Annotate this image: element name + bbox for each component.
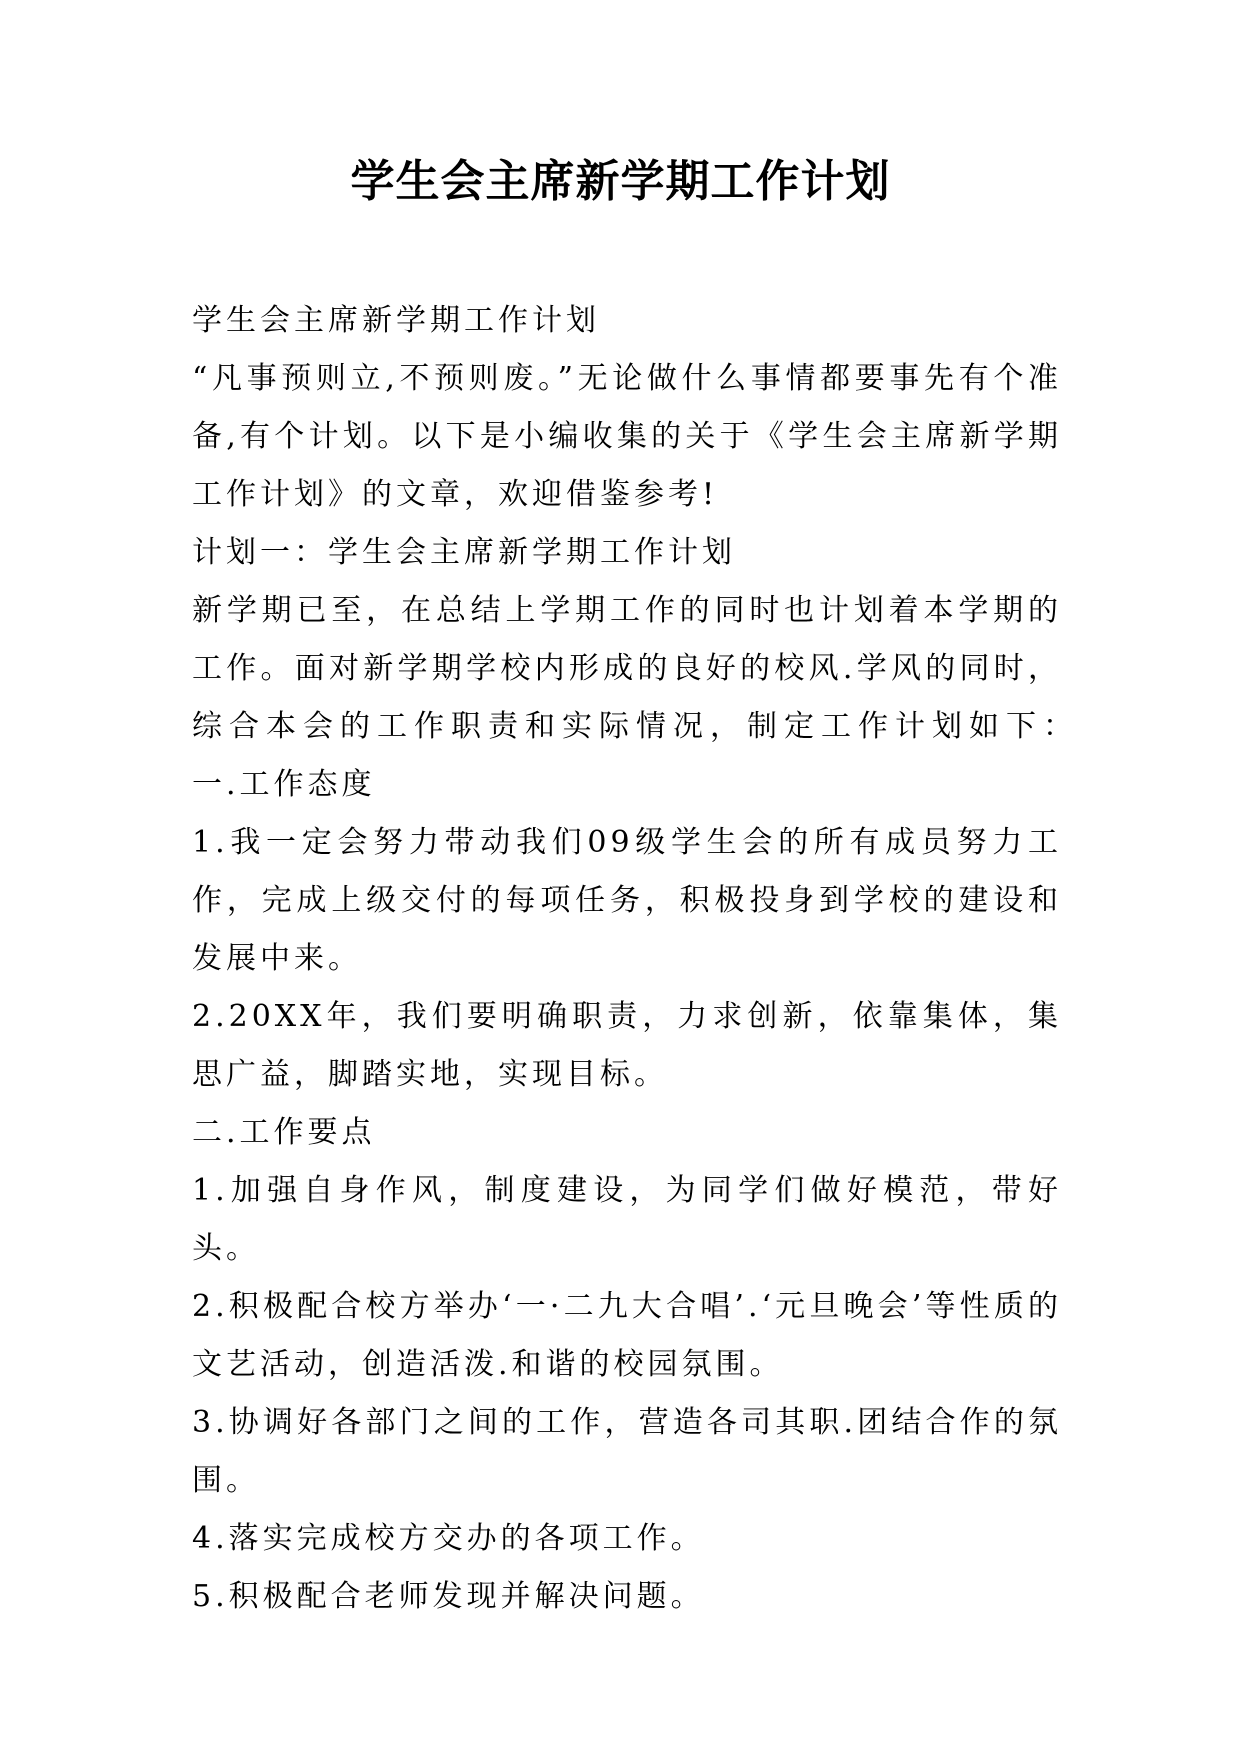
document-title: 学生会主席新学期工作计划 [350,156,891,207]
paragraph-plan-one-heading: 计划一：学生会主席新学期工作计划 [192,535,736,570]
paragraph-key-point-4: 4.落实完成校方交办的各项工作。 [192,1521,705,1556]
document-body [192,292,1096,1626]
paragraph-key-point-5: 5.积极配合老师发现并解决问题。 [192,1579,705,1614]
paragraph-key-point-3: 3.协调好各部门之间的工作，营造各司其职.团结合作的氛围。 [192,1405,1062,1498]
paragraph-subtitle: 学生会主席新学期工作计划 [192,303,600,338]
paragraph-key-point-2: 2.积极配合校方举办‘一·二九大合唱’.‘元旦晚会’等性质的文艺活动，创造活泼.和谐的校园氛围。 [192,1289,1062,1382]
paragraph-attitude-item-2: 2.20XX年，我们要明确职责，力求创新，依靠集体，集思广益，脚踏实地，实现目标。 [192,999,1062,1092]
paragraph-intro: “凡事预则立,不预则废。”无论做什么事情都要事先有个准备,有个计划。以下是小编收集的关于《学生会主席新学期工作计划》的文章，欢迎借鉴参考! [192,361,1062,512]
paragraph-key-points-heading: 二.工作要点 [192,1115,376,1150]
paragraph-plan-one-intro: 新学期已至，在总结上学期工作的同时也计划着本学期的工作。面对新学期学校内形成的良好的校风.学风的同时，综合本会的工作职责和实际情况，制定工作计划如下： 一.工作态度 [192,593,1096,802]
paragraph-key-point-1: 1.加强自身作风，制度建设，为同学们做好模范，带好头。 [192,1173,1062,1266]
paragraph-attitude-item-1: 1.我一定会努力带动我们09级学生会的所有成员努力工作，完成上级交付的每项任务，积极投身到学校的建设和发展中来。 [192,825,1062,976]
